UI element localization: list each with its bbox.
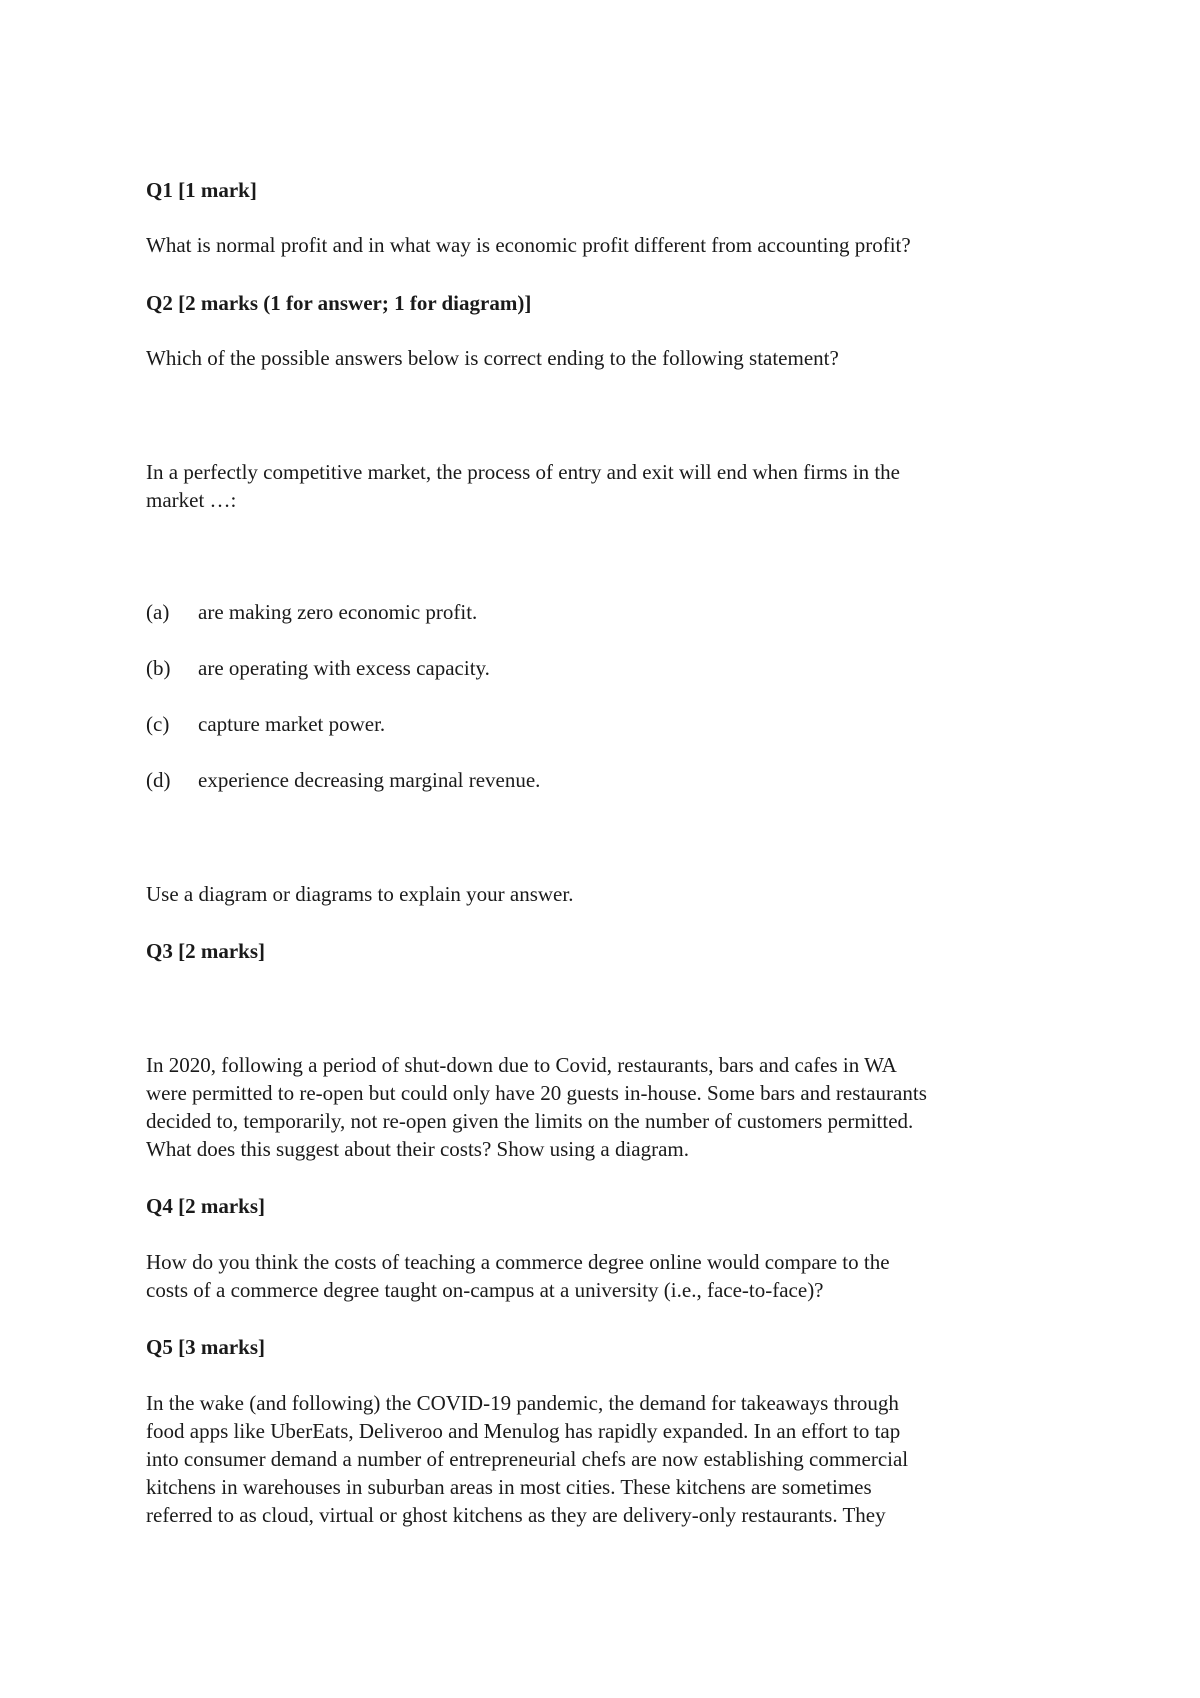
- q5-line: into consumer demand a number of entrepreneurial chefs are now establishing commercial: [146, 1447, 909, 1471]
- q2-prompt: Which of the possible answers below is correct ending to the following statement?: [146, 346, 839, 370]
- q3-heading: Q3 [2 marks]: [146, 939, 265, 963]
- option-text: are making zero economic profit.: [198, 600, 478, 624]
- q1-heading: Q1 [1 mark]: [146, 178, 257, 202]
- q2-option-d: [146, 766, 540, 794]
- q2-statement-line-2: market …:: [146, 488, 237, 512]
- option-text: experience decreasing marginal revenue.: [198, 768, 541, 792]
- q3-line: were permitted to re-open but could only have 20 guests in-house. Some bars and restaurants: [146, 1081, 927, 1105]
- option-letter: (a): [146, 600, 170, 624]
- q3-line: decided to, temporarily, not re-open given the limits on the number of customers permitted.: [146, 1109, 914, 1133]
- q5-line: kitchens in warehouses in suburban areas in most cities. These kitchens are sometimes: [146, 1475, 872, 1499]
- option-letter: (b): [146, 656, 171, 680]
- q2-option-a: [146, 598, 477, 626]
- q2-option-c: [146, 710, 385, 738]
- q2-statement-line-1: In a perfectly competitive market, the process of entry and exit will end when firms in the: [146, 460, 901, 484]
- q1-text: What is normal profit and in what way is economic profit different from accounting profit?: [146, 233, 911, 257]
- q2-heading: Q2 [2 marks (1 for answer; 1 for diagram)]: [146, 291, 532, 315]
- q3-line: What does this suggest about their costs? Show using a diagram.: [146, 1137, 689, 1161]
- q4-line: How do you think the costs of teaching a commerce degree online would compare to the: [146, 1250, 890, 1274]
- q2-option-b: [146, 654, 490, 682]
- option-letter: (c): [146, 712, 170, 736]
- q4-line: costs of a commerce degree taught on-campus at a university (i.e., face-to-face)?: [146, 1278, 824, 1302]
- q4-heading: Q4 [2 marks]: [146, 1194, 265, 1218]
- q5-line: In the wake (and following) the COVID-19 pandemic, the demand for takeaways through: [146, 1391, 899, 1415]
- q3-line: In 2020, following a period of shut-down due to Covid, restaurants, bars and cafes in WA: [146, 1053, 897, 1077]
- q5-line: food apps like UberEats, Deliveroo and Menulog has rapidly expanded. In an effort to tap: [146, 1419, 901, 1443]
- q5-heading: Q5 [3 marks]: [146, 1335, 265, 1359]
- option-letter: (d): [146, 768, 171, 792]
- q2-instruction: Use a diagram or diagrams to explain your answer.: [146, 882, 574, 906]
- option-text: are operating with excess capacity.: [198, 656, 490, 680]
- q5-line: referred to as cloud, virtual or ghost kitchens as they are delivery-only restaurants. They: [146, 1503, 886, 1527]
- option-text: capture market power.: [198, 712, 386, 736]
